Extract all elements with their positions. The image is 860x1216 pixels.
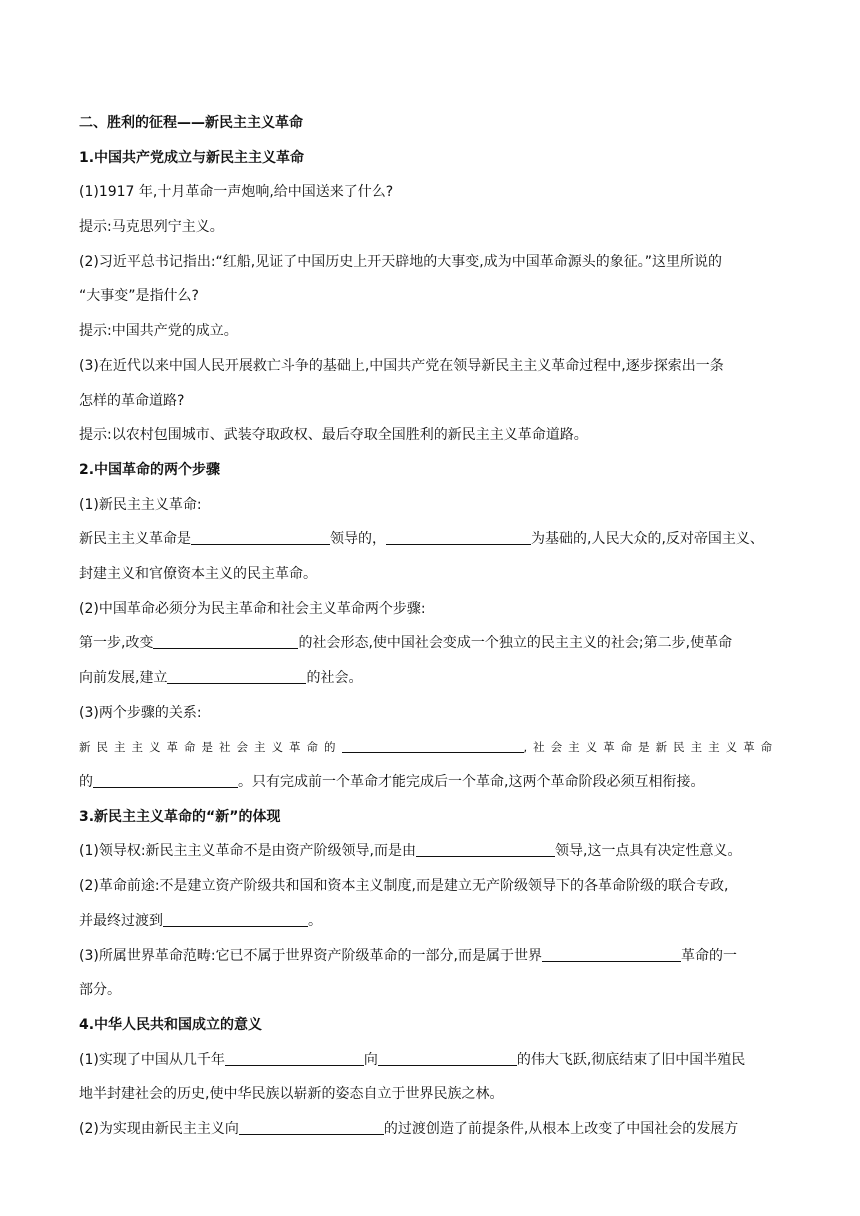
s2-p2-line-1 [79,626,783,661]
s2-p2-line-2 [79,661,783,696]
fill-blank[interactable] [153,633,298,649]
question-2-line-1: (2)习近平总书记指出:“红船,见证了中国历史上开天辟地的大事变,成为中国革命源头的象征。”这里所说的 [79,253,722,270]
s3-p1 [79,834,783,869]
fill-blank[interactable] [93,772,238,788]
text: (2)为实现由新民主主义向 [79,1120,239,1137]
answer-1: 提示:马克思列宁主义。 [79,219,224,236]
heading-2: 2.中国革命的两个步骤 [79,461,221,478]
s2-p3-title: (3)两个步骤的关系: [79,704,202,721]
text: 。 [308,912,322,929]
text: 新民主主义革命是 [79,531,191,548]
text: 的 [79,774,93,791]
s2-p1-line-2: 封建主义和官僚资本主义的民主革命。 [79,565,317,582]
s2-p3-line-2 [79,765,783,800]
section-title: 二、胜利的征程——新民主主义革命 [79,115,303,131]
text: 的伟大飞跃,彻底结束了旧中国半殖民 [516,1051,746,1068]
fill-blank[interactable] [342,737,524,753]
fill-blank[interactable] [191,529,330,545]
text: (1)领导权:新民主主义革命不是由资产阶级领导,而是由 [79,843,416,860]
s2-p3-line-1 [79,730,783,765]
heading-1: 1.中国共产党成立与新民主主义革命 [79,149,305,166]
document-page [79,106,783,1147]
fill-blank[interactable] [416,841,555,857]
fill-blank[interactable] [542,946,681,962]
text: 向 [363,1051,378,1068]
text: 的社会。 [306,670,363,686]
question-1: (1)1917 年,十月革命一声炮响,给中国送来了什么? [79,184,394,201]
text: 第一步,改变 [79,635,154,652]
s3-p3-line-2: 部分。 [79,982,121,999]
s2-p1-title: (1)新民主主义革命: [79,496,202,513]
question-3-line-2: 怎样的革命道路? [79,392,185,409]
text: 。只有完成前一个革命才能完成后一个革命,这两个革命阶段必须互相衔接。 [238,774,705,791]
text: 新民主主义革命是社会主义革命的 [79,740,342,755]
text: 并最终过渡到 [79,912,163,929]
fill-blank[interactable] [163,911,308,927]
fill-blank[interactable] [239,1119,384,1135]
question-2-line-2: “大事变”是指什么? [79,288,199,305]
text: 的过渡创造了前提条件,从根本上改变了中国社会的发展方 [383,1120,739,1137]
question-3-line-1: (3)在近代以来中国人民开展救亡斗争的基础上,中国共产党在领导新民主主义革命过程中,逐步探索出一条 [79,357,724,374]
text: 为基础的,人民大众的,反对帝国主义、 [531,531,764,548]
s3-p2-line-2 [79,904,783,939]
heading-3: 3.新民主主义革命的“新”的体现 [79,808,281,825]
s4-p2-line-1 [79,1112,783,1147]
s4-p1-line-2: 地半封建社会的历史,使中华民族以崭新的姿态自立于世界民族之林。 [79,1086,504,1103]
s3-p2-line-1: (2)革命前途:不是建立资产阶级共和国和资本主义制度,而是建立无产阶级领导下的各革命阶级的联合专政, [79,878,729,895]
text: (1)实现了中国从几千年 [79,1051,225,1068]
answer-2: 提示:中国共产党的成立。 [79,323,238,340]
s2-p1-line-1 [79,522,783,557]
s3-p3-line-1 [79,939,783,974]
answer-3: 提示:以农村包围城市、武装夺取政权、最后夺取全国胜利的新民主主义革命道路。 [79,427,588,444]
fill-blank[interactable] [386,529,531,545]
text: 领导的， [330,531,386,548]
text: (3)所属世界革命范畴:它已不属于世界资产阶级革命的一部分,而是属于世界 [79,947,542,964]
text: ,社会主义革命是新民主主义革命 [523,740,779,755]
text: 向前发展,建立 [79,670,168,686]
s2-p2-title: (2)中国革命必须分为民主革命和社会主义革命两个步骤: [79,600,426,617]
fill-blank[interactable] [378,1050,517,1066]
fill-blank[interactable] [225,1050,364,1066]
s4-p1-line-1 [79,1043,783,1078]
fill-blank[interactable] [167,668,306,684]
heading-4: 4.中华人民共和国成立的意义 [79,1016,263,1033]
text: 革命的一 [681,947,737,964]
text: 领导,这一点具有决定性意义。 [555,843,742,860]
text: 的社会形态,使中国社会变成一个独立的民主主义的社会;第二步,使革命 [298,635,733,652]
